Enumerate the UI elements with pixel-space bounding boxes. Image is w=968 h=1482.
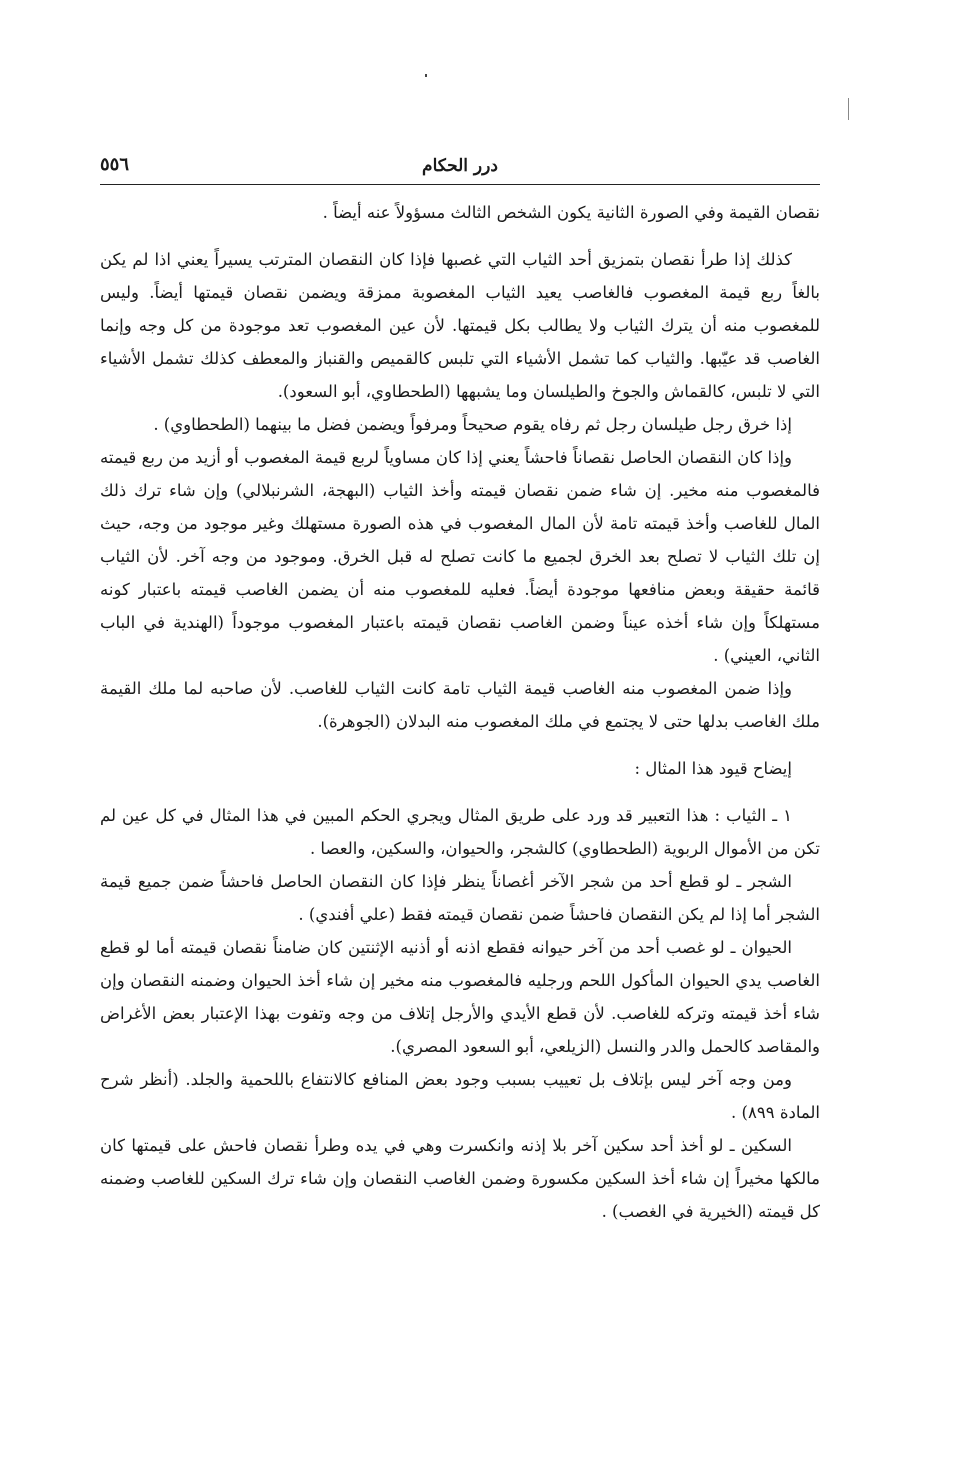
trees-paragraph: الشجر ـ لو قطع أحد من شجر الآخر أغصاناً ينظر فإذا كان النقصان الحاصل فاحشاً ضمن جميع قيمة الشجر أما إذا لم يكن النقصان فاحشاً ضمن نقصان قيمته فقط (علي أفندي) . [100, 872, 820, 924]
page-header [100, 148, 820, 185]
page-number: ٥٥٦ [100, 154, 130, 175]
stray-mark [425, 74, 427, 77]
paragraph-1: نقصان القيمة وفي الصورة الثانية يكون الشخص الثالث مسؤولاً عنه أيضاً . [322, 203, 820, 222]
paragraph-5: وإذا ضمن المغصوب منه الغاصب قيمة الثياب تامة كانت الثياب للغاصب. لأن صاحبه لما ملك القيمة ملك الغاصب بدلها حتى لا يجتمع في ملك المغصوب منه البدلان (الجوهرة). [100, 679, 820, 731]
margin-line [848, 98, 849, 120]
paragraph-4: وإذا كان النقصان الحاصل نقصاناً فاحشاً يعني إذا كان مساوياً لربع قيمة المغصوب أو أزيد من ربع قيمته فالمغصوب منه مخير. إن شاء ضمن نقصان قيمته وأخذ الثياب (البهجة، الشرنبلالي) وإن شاء ترك ذلك المال للغاصب وأخذ قيمته تامة لأن المال المغصوب في هذه الصورة مستهلك وغير موجود من وجه، حيث إن تلك الثياب لا تصلح بعد الخرق لجميع ما كانت تصلح له قبل الخرق. وموجود من وجه آخر. لأن الثياب قائمة حقيقة وبعض منافعها موجودة أيضاً. فعليه للمغصوب منه أن يضمن الغاصب قيمته باعتبار كونه مستهلكاً وإن شاء أخذه عيناً وضمن الغاصب نقصان قيمته باعتبار المغصوب موجوداً (الهندية في الباب الثاني، العيني) . [100, 448, 820, 665]
animal-paragraph: الحيوان ـ لو غصب أحد من آخر حيوانه فقطع اذنه أو أذنيه الإثنتين كان ضامناً نقصان قيمته أما لو قطع الغاصب يدي الحيوان المأكول اللحم ورجليه فالمغصوب منه مخير إن شاء أخذ الحيوان وضمنه النقصان وإن شاء أخذ قيمته وتركه للغاصب. لأن قطع الأيدي والأرجل إتلاف من وجه وتفوت بهذا الإعتبار بعض الأغراض والمقاصد كالحمل والدر والنسل (الزيلعي، أبو السعود المصري). [100, 938, 820, 1056]
animal-paragraph-2: ومن وجه آخر ليس بإتلاف بل تعييب بسبب وجود بعض المنافع كالانتفاع باللحمية والجلد. (أنظر شرح المادة ٨٩٩) . [100, 1070, 820, 1122]
paragraph-3: إذا خرق رجل طيلسان رجل ثم رفاه يقوم صحيحاً ومرفواً ويضمن فضل ما بينهما (الطحطاوي) . [153, 415, 792, 434]
section-heading: إيضاح قيود هذا المثال : [634, 759, 792, 778]
body-text [100, 196, 820, 1228]
knife-paragraph: السكين ـ لو أخذ أحد سكين آخر بلا إذنه وانكسرت وهي في يده وطرأ نقصان فاحش على قيمتها كان مالكها مخيراً إن شاء أخذ السكين مكسورة وضمن الغاصب النقصان وإن شاء ترك السكين للغاصب وضمنه كل قيمته (الخيرية في الغصب) . [100, 1136, 820, 1221]
paragraph-2: كذلك إذا طرأ نقصان بتمزيق أحد الثياب التي غصبها فإذا كان النقصان المترتب يسيراً يعني اذا لم يكن بالغاً ربع قيمة المغصوب فالغاصب يعيد الثياب المغصوبة ممزقة ويضمن نقصان قيمتها أيضاً. وليس للمغصوب منه أن يترك الثياب ولا يطالب بكل قيمتها. لأن عين المغصوب تعد موجودة من كل وجه وإنما الغاصب قد عيّبها. والثياب كما تشمل الأشياء التي تلبس كالقميص والقنباز والمعطف كذلك تشمل الأشياء التي لا تلبس، كالقماش والجوخ والطيلسان وما يشبهها (الطحطاوي، أبو السعود). [100, 250, 820, 401]
item-1: ١ ـ الثياب : هذا التعبير قد ورد على طريق المثال ويجري الحكم المبين في هذا المثال في كل عين لم تكن من الأموال الربوية (الطحطاوي) كالشجر، والحيوان، والسكين، والعصا . [100, 806, 820, 858]
running-title: درر الحكام [422, 156, 498, 176]
